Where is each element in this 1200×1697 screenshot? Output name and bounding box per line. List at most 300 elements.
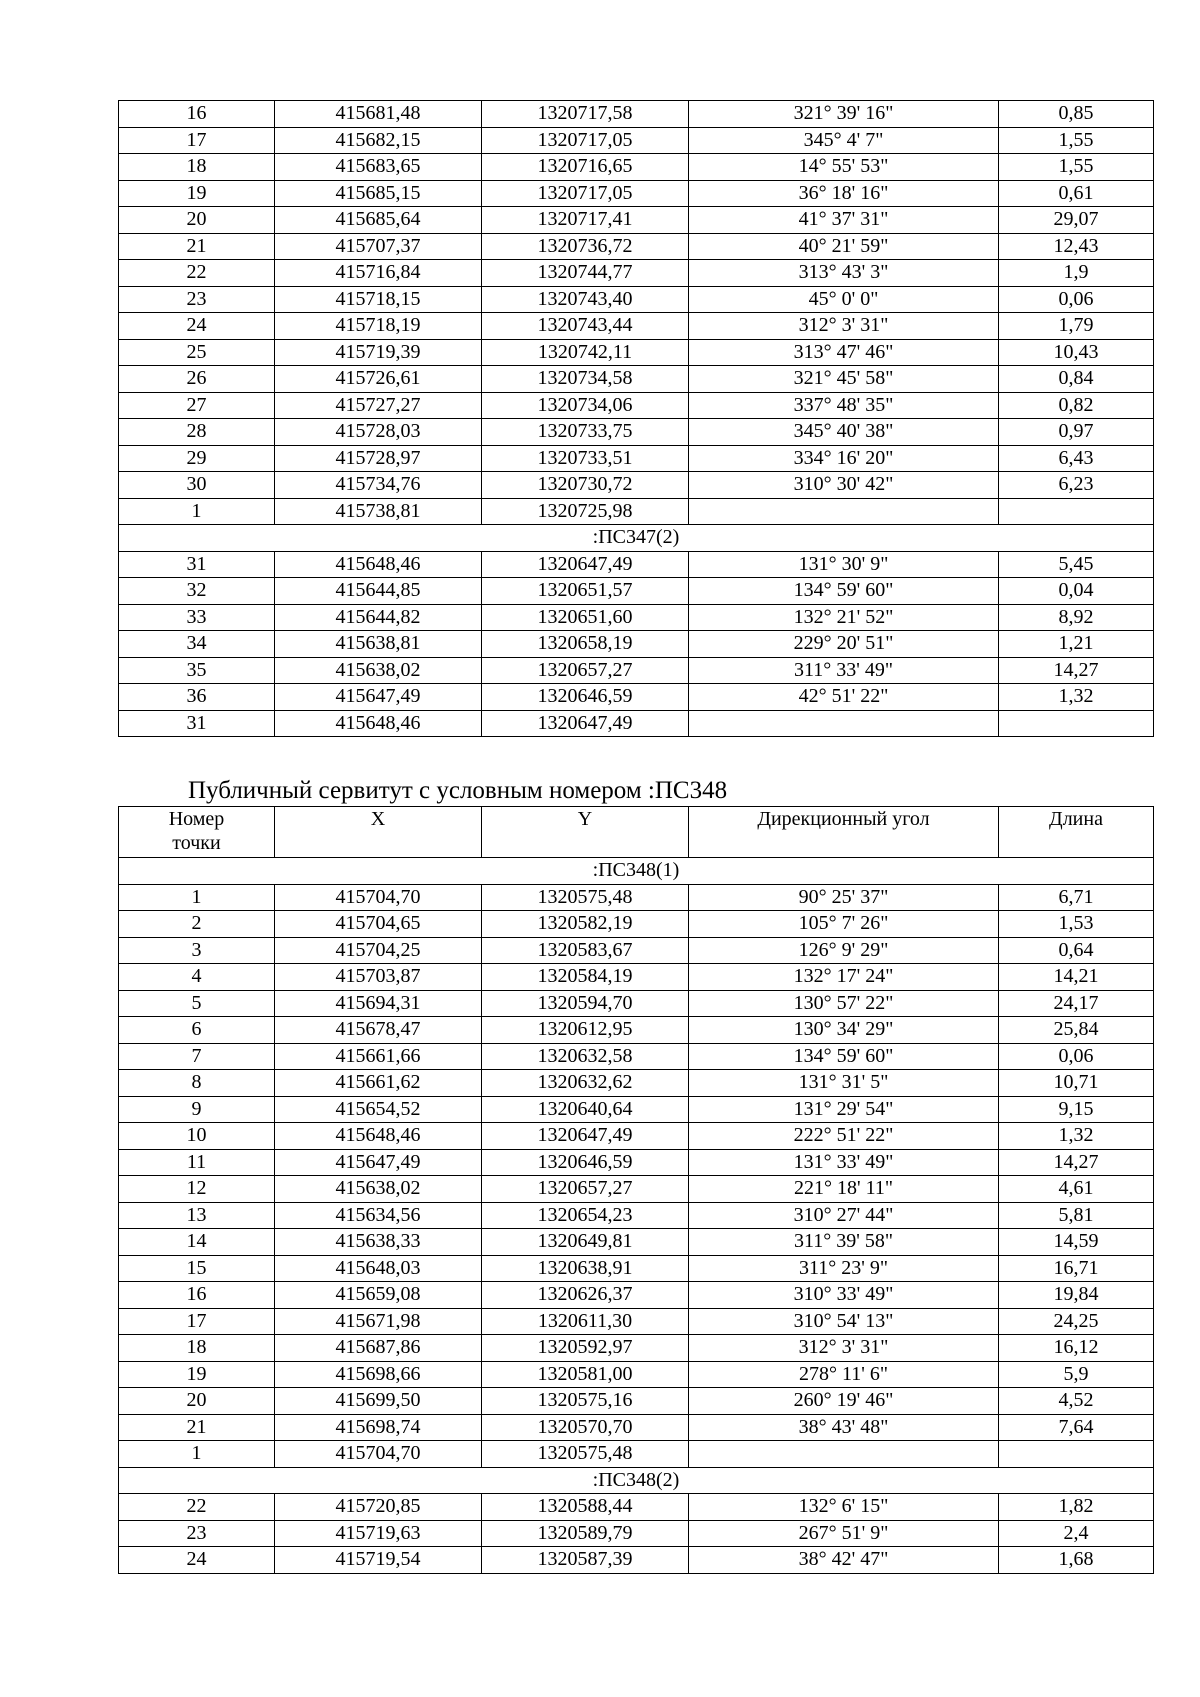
x-coordinate-cell: 415704,25 [275, 937, 482, 964]
header-x: X [275, 807, 482, 858]
table-row [119, 1096, 1154, 1123]
y-coordinate-cell: 1320570,70 [482, 1414, 689, 1441]
section-row-ps348-2 [119, 1467, 1154, 1494]
table-row [119, 551, 1154, 578]
length-cell: 0,97 [999, 419, 1154, 446]
x-coordinate-cell: 415719,63 [275, 1520, 482, 1547]
x-coordinate-cell: 415638,33 [275, 1229, 482, 1256]
point-number-cell: 29 [119, 445, 275, 472]
length-cell: 19,84 [999, 1282, 1154, 1309]
header-y: Y [482, 807, 689, 858]
y-coordinate-cell: 1320632,58 [482, 1043, 689, 1070]
y-coordinate-cell: 1320717,58 [482, 101, 689, 128]
direction-angle-cell: 132° 17' 24" [689, 964, 999, 991]
y-coordinate-cell: 1320575,48 [482, 884, 689, 911]
point-number-cell: 21 [119, 1414, 275, 1441]
length-cell: 1,82 [999, 1494, 1154, 1521]
y-coordinate-cell: 1320733,75 [482, 419, 689, 446]
y-coordinate-cell: 1320583,67 [482, 937, 689, 964]
direction-angle-cell: 105° 7' 26" [689, 911, 999, 938]
y-coordinate-cell: 1320657,27 [482, 1176, 689, 1203]
direction-angle-cell: 337° 48' 35" [689, 392, 999, 419]
direction-angle-cell: 267° 51' 9" [689, 1520, 999, 1547]
point-number-cell: 31 [119, 551, 275, 578]
point-number-cell: 19 [119, 180, 275, 207]
y-coordinate-cell: 1320640,64 [482, 1096, 689, 1123]
y-coordinate-cell: 1320594,70 [482, 990, 689, 1017]
y-coordinate-cell: 1320592,97 [482, 1335, 689, 1362]
table-row [119, 937, 1154, 964]
table-row [119, 604, 1154, 631]
length-cell: 6,23 [999, 472, 1154, 499]
direction-angle-cell: 345° 40' 38" [689, 419, 999, 446]
table-row [119, 1017, 1154, 1044]
point-number-cell: 3 [119, 937, 275, 964]
table-row [119, 1255, 1154, 1282]
y-coordinate-cell: 1320716,65 [482, 154, 689, 181]
coordinates-table-ps348 [118, 806, 1154, 1574]
y-coordinate-cell: 1320649,81 [482, 1229, 689, 1256]
table-row [119, 392, 1154, 419]
x-coordinate-cell: 415718,15 [275, 286, 482, 313]
length-cell: 5,81 [999, 1202, 1154, 1229]
table-row [119, 233, 1154, 260]
point-number-cell: 5 [119, 990, 275, 1017]
x-coordinate-cell: 415681,48 [275, 101, 482, 128]
direction-angle-cell: 14° 55' 53" [689, 154, 999, 181]
point-number-cell: 19 [119, 1361, 275, 1388]
table-row [119, 260, 1154, 287]
direction-angle-cell: 131° 29' 54" [689, 1096, 999, 1123]
point-number-cell: 31 [119, 710, 275, 737]
y-coordinate-cell: 1320733,51 [482, 445, 689, 472]
direction-angle-cell: 132° 6' 15" [689, 1494, 999, 1521]
point-number-cell: 21 [119, 233, 275, 260]
table-row [119, 286, 1154, 313]
table-row [119, 127, 1154, 154]
length-cell: 5,9 [999, 1361, 1154, 1388]
length-cell: 14,27 [999, 657, 1154, 684]
table-row [119, 631, 1154, 658]
length-cell: 1,79 [999, 313, 1154, 340]
table-row [119, 207, 1154, 234]
y-coordinate-cell: 1320584,19 [482, 964, 689, 991]
direction-angle-cell: 38° 43' 48" [689, 1414, 999, 1441]
x-coordinate-cell: 415704,65 [275, 911, 482, 938]
x-coordinate-cell: 415671,98 [275, 1308, 482, 1335]
coordinates-table-ps347 [118, 100, 1154, 737]
point-number-cell: 1 [119, 884, 275, 911]
table-row [119, 684, 1154, 711]
direction-angle-cell [689, 498, 999, 525]
header-direction-angle: Дирекционный угол [689, 807, 999, 858]
point-number-cell: 35 [119, 657, 275, 684]
y-coordinate-cell: 1320717,05 [482, 127, 689, 154]
direction-angle-cell: 311° 23' 9" [689, 1255, 999, 1282]
x-coordinate-cell: 415648,46 [275, 1123, 482, 1150]
direction-angle-cell: 36° 18' 16" [689, 180, 999, 207]
y-coordinate-cell: 1320717,05 [482, 180, 689, 207]
section-title-ps348: Публичный сервитут с условным номером :ПС348 [188, 777, 728, 804]
length-cell: 4,61 [999, 1176, 1154, 1203]
x-coordinate-cell: 415682,15 [275, 127, 482, 154]
direction-angle-cell: 321° 45' 58" [689, 366, 999, 393]
section-label: :ПС348(2) [119, 1467, 1154, 1494]
point-number-cell: 22 [119, 260, 275, 287]
point-number-cell: 36 [119, 684, 275, 711]
point-number-cell: 24 [119, 313, 275, 340]
point-number-cell: 11 [119, 1149, 275, 1176]
point-number-cell: 27 [119, 392, 275, 419]
length-cell: 0,64 [999, 937, 1154, 964]
x-coordinate-cell: 415678,47 [275, 1017, 482, 1044]
section-label: :ПС348(1) [119, 858, 1154, 885]
y-coordinate-cell: 1320638,91 [482, 1255, 689, 1282]
point-number-cell: 4 [119, 964, 275, 991]
table-row [119, 1043, 1154, 1070]
point-number-cell: 17 [119, 1308, 275, 1335]
y-coordinate-cell: 1320588,44 [482, 1494, 689, 1521]
x-coordinate-cell: 415720,85 [275, 1494, 482, 1521]
table-row [119, 1282, 1154, 1309]
x-coordinate-cell: 415698,74 [275, 1414, 482, 1441]
x-coordinate-cell: 415659,08 [275, 1282, 482, 1309]
point-number-cell: 33 [119, 604, 275, 631]
y-coordinate-cell: 1320611,30 [482, 1308, 689, 1335]
length-cell: 1,55 [999, 127, 1154, 154]
y-coordinate-cell: 1320587,39 [482, 1547, 689, 1574]
direction-angle-cell: 134° 59' 60" [689, 578, 999, 605]
point-number-cell: 16 [119, 101, 275, 128]
header-row [119, 807, 1154, 858]
x-coordinate-cell: 415687,86 [275, 1335, 482, 1362]
table-row [119, 1308, 1154, 1335]
x-coordinate-cell: 415644,85 [275, 578, 482, 605]
y-coordinate-cell: 1320743,40 [482, 286, 689, 313]
x-coordinate-cell: 415648,03 [275, 1255, 482, 1282]
point-number-cell: 25 [119, 339, 275, 366]
table-row [119, 964, 1154, 991]
y-coordinate-cell: 1320632,62 [482, 1070, 689, 1097]
direction-angle-cell: 313° 47' 46" [689, 339, 999, 366]
x-coordinate-cell: 415719,54 [275, 1547, 482, 1574]
length-cell: 10,43 [999, 339, 1154, 366]
x-coordinate-cell: 415648,46 [275, 710, 482, 737]
table-row [119, 911, 1154, 938]
direction-angle-cell: 126° 9' 29" [689, 937, 999, 964]
x-coordinate-cell: 415661,62 [275, 1070, 482, 1097]
point-number-cell: 8 [119, 1070, 275, 1097]
x-coordinate-cell: 415647,49 [275, 1149, 482, 1176]
point-number-cell: 2 [119, 911, 275, 938]
point-number-cell: 24 [119, 1547, 275, 1574]
direction-angle-cell: 310° 30' 42" [689, 472, 999, 499]
point-number-cell: 13 [119, 1202, 275, 1229]
point-number-cell: 1 [119, 1441, 275, 1468]
table-row [119, 657, 1154, 684]
x-coordinate-cell: 415738,81 [275, 498, 482, 525]
y-coordinate-cell: 1320717,41 [482, 207, 689, 234]
x-coordinate-cell: 415685,64 [275, 207, 482, 234]
point-number-cell: 16 [119, 1282, 275, 1309]
x-coordinate-cell: 415661,66 [275, 1043, 482, 1070]
y-coordinate-cell: 1320742,11 [482, 339, 689, 366]
table-row [119, 1388, 1154, 1415]
point-number-cell: 6 [119, 1017, 275, 1044]
point-number-cell: 23 [119, 286, 275, 313]
point-number-cell: 14 [119, 1229, 275, 1256]
y-coordinate-cell: 1320734,58 [482, 366, 689, 393]
length-cell: 14,27 [999, 1149, 1154, 1176]
y-coordinate-cell: 1320647,49 [482, 1123, 689, 1150]
x-coordinate-cell: 415638,02 [275, 1176, 482, 1203]
direction-angle-cell: 345° 4' 7" [689, 127, 999, 154]
table-row [119, 578, 1154, 605]
length-cell [999, 498, 1154, 525]
direction-angle-cell: 134° 59' 60" [689, 1043, 999, 1070]
x-coordinate-cell: 415685,15 [275, 180, 482, 207]
y-coordinate-cell: 1320589,79 [482, 1520, 689, 1547]
direction-angle-cell: 310° 33' 49" [689, 1282, 999, 1309]
y-coordinate-cell: 1320582,19 [482, 911, 689, 938]
direction-angle-cell: 311° 33' 49" [689, 657, 999, 684]
point-number-cell: 26 [119, 366, 275, 393]
x-coordinate-cell: 415716,84 [275, 260, 482, 287]
section-row-ps348-1 [119, 858, 1154, 885]
table-row [119, 419, 1154, 446]
length-cell: 9,15 [999, 1096, 1154, 1123]
length-cell: 24,17 [999, 990, 1154, 1017]
length-cell: 16,12 [999, 1335, 1154, 1362]
table-row [119, 154, 1154, 181]
table-row [119, 1414, 1154, 1441]
point-number-cell: 20 [119, 1388, 275, 1415]
length-cell: 25,84 [999, 1017, 1154, 1044]
x-coordinate-cell: 415698,66 [275, 1361, 482, 1388]
length-cell: 1,9 [999, 260, 1154, 287]
direction-angle-cell: 260° 19' 46" [689, 1388, 999, 1415]
table-row [119, 1229, 1154, 1256]
length-cell: 1,32 [999, 684, 1154, 711]
point-number-cell: 34 [119, 631, 275, 658]
table-row [119, 1070, 1154, 1097]
x-coordinate-cell: 415728,03 [275, 419, 482, 446]
length-cell: 16,71 [999, 1255, 1154, 1282]
length-cell: 1,53 [999, 911, 1154, 938]
y-coordinate-cell: 1320575,16 [482, 1388, 689, 1415]
table-row [119, 1335, 1154, 1362]
point-number-cell: 9 [119, 1096, 275, 1123]
x-coordinate-cell: 415694,31 [275, 990, 482, 1017]
y-coordinate-cell: 1320626,37 [482, 1282, 689, 1309]
length-cell: 0,04 [999, 578, 1154, 605]
x-coordinate-cell: 415699,50 [275, 1388, 482, 1415]
section-row-ps347-2 [119, 525, 1154, 552]
header-point-number [119, 807, 275, 858]
table-row [119, 339, 1154, 366]
y-coordinate-cell: 1320612,95 [482, 1017, 689, 1044]
table-row [119, 1547, 1154, 1574]
table-row [119, 180, 1154, 207]
x-coordinate-cell: 415654,52 [275, 1096, 482, 1123]
direction-angle-cell: 130° 57' 22" [689, 990, 999, 1017]
point-number-cell: 28 [119, 419, 275, 446]
table-row [119, 366, 1154, 393]
y-coordinate-cell: 1320647,49 [482, 551, 689, 578]
table-row [119, 1176, 1154, 1203]
y-coordinate-cell: 1320744,77 [482, 260, 689, 287]
length-cell: 1,55 [999, 154, 1154, 181]
y-coordinate-cell: 1320734,06 [482, 392, 689, 419]
y-coordinate-cell: 1320575,48 [482, 1441, 689, 1468]
point-number-cell: 17 [119, 127, 275, 154]
header-length: Длина [999, 807, 1154, 858]
x-coordinate-cell: 415647,49 [275, 684, 482, 711]
x-coordinate-cell: 415734,76 [275, 472, 482, 499]
length-cell: 0,82 [999, 392, 1154, 419]
point-number-cell: 23 [119, 1520, 275, 1547]
length-cell: 0,06 [999, 1043, 1154, 1070]
table-row [119, 1361, 1154, 1388]
x-coordinate-cell: 415634,56 [275, 1202, 482, 1229]
length-cell: 24,25 [999, 1308, 1154, 1335]
direction-angle-cell: 334° 16' 20" [689, 445, 999, 472]
table-row [119, 710, 1154, 737]
direction-angle-cell: 45° 0' 0" [689, 286, 999, 313]
point-number-cell: 22 [119, 1494, 275, 1521]
x-coordinate-cell: 415719,39 [275, 339, 482, 366]
direction-angle-cell: 321° 39' 16" [689, 101, 999, 128]
x-coordinate-cell: 415707,37 [275, 233, 482, 260]
direction-angle-cell: 41° 37' 31" [689, 207, 999, 234]
x-coordinate-cell: 415728,97 [275, 445, 482, 472]
point-number-cell: 12 [119, 1176, 275, 1203]
table-row [119, 1494, 1154, 1521]
length-cell: 1,21 [999, 631, 1154, 658]
y-coordinate-cell: 1320647,49 [482, 710, 689, 737]
direction-angle-cell: 42° 51' 22" [689, 684, 999, 711]
y-coordinate-cell: 1320657,27 [482, 657, 689, 684]
header-point-number-line2: точки [172, 832, 221, 854]
direction-angle-cell: 312° 3' 31" [689, 313, 999, 340]
section-label: :ПС347(2) [119, 525, 1154, 552]
table-row [119, 1520, 1154, 1547]
point-number-cell: 10 [119, 1123, 275, 1150]
y-coordinate-cell: 1320646,59 [482, 684, 689, 711]
point-number-cell: 1 [119, 498, 275, 525]
direction-angle-cell: 130° 34' 29" [689, 1017, 999, 1044]
length-cell: 4,52 [999, 1388, 1154, 1415]
length-cell: 1,32 [999, 1123, 1154, 1150]
y-coordinate-cell: 1320730,72 [482, 472, 689, 499]
y-coordinate-cell: 1320646,59 [482, 1149, 689, 1176]
length-cell: 14,59 [999, 1229, 1154, 1256]
direction-angle-cell: 131° 30' 9" [689, 551, 999, 578]
table-row [119, 990, 1154, 1017]
length-cell: 12,43 [999, 233, 1154, 260]
table-row [119, 101, 1154, 128]
length-cell: 6,43 [999, 445, 1154, 472]
x-coordinate-cell: 415644,82 [275, 604, 482, 631]
x-coordinate-cell: 415727,27 [275, 392, 482, 419]
length-cell: 2,4 [999, 1520, 1154, 1547]
length-cell: 7,64 [999, 1414, 1154, 1441]
direction-angle-cell: 90° 25' 37" [689, 884, 999, 911]
direction-angle-cell: 310° 54' 13" [689, 1308, 999, 1335]
length-cell [999, 710, 1154, 737]
direction-angle-cell: 131° 31' 5" [689, 1070, 999, 1097]
direction-angle-cell: 222° 51' 22" [689, 1123, 999, 1150]
direction-angle-cell: 311° 39' 58" [689, 1229, 999, 1256]
length-cell: 1,68 [999, 1547, 1154, 1574]
x-coordinate-cell: 415718,19 [275, 313, 482, 340]
direction-angle-cell: 40° 21' 59" [689, 233, 999, 260]
y-coordinate-cell: 1320743,44 [482, 313, 689, 340]
direction-angle-cell: 131° 33' 49" [689, 1149, 999, 1176]
direction-angle-cell: 229° 20' 51" [689, 631, 999, 658]
y-coordinate-cell: 1320651,57 [482, 578, 689, 605]
direction-angle-cell: 313° 43' 3" [689, 260, 999, 287]
direction-angle-cell [689, 1441, 999, 1468]
length-cell: 8,92 [999, 604, 1154, 631]
length-cell [999, 1441, 1154, 1468]
table-row [119, 313, 1154, 340]
header-point-number-line1: Номер [168, 808, 225, 830]
point-number-cell: 32 [119, 578, 275, 605]
direction-angle-cell: 312° 3' 31" [689, 1335, 999, 1362]
y-coordinate-cell: 1320651,60 [482, 604, 689, 631]
x-coordinate-cell: 415638,02 [275, 657, 482, 684]
point-number-cell: 15 [119, 1255, 275, 1282]
y-coordinate-cell: 1320658,19 [482, 631, 689, 658]
y-coordinate-cell: 1320581,00 [482, 1361, 689, 1388]
y-coordinate-cell: 1320654,23 [482, 1202, 689, 1229]
table-row [119, 884, 1154, 911]
length-cell: 14,21 [999, 964, 1154, 991]
x-coordinate-cell: 415683,65 [275, 154, 482, 181]
y-coordinate-cell: 1320736,72 [482, 233, 689, 260]
direction-angle-cell: 278° 11' 6" [689, 1361, 999, 1388]
point-number-cell: 30 [119, 472, 275, 499]
table-row [119, 445, 1154, 472]
y-coordinate-cell: 1320725,98 [482, 498, 689, 525]
x-coordinate-cell: 415703,87 [275, 964, 482, 991]
length-cell: 5,45 [999, 551, 1154, 578]
direction-angle-cell: 310° 27' 44" [689, 1202, 999, 1229]
length-cell: 10,71 [999, 1070, 1154, 1097]
length-cell: 0,61 [999, 180, 1154, 207]
length-cell: 29,07 [999, 207, 1154, 234]
length-cell: 0,85 [999, 101, 1154, 128]
x-coordinate-cell: 415704,70 [275, 1441, 482, 1468]
x-coordinate-cell: 415726,61 [275, 366, 482, 393]
direction-angle-cell: 221° 18' 11" [689, 1176, 999, 1203]
point-number-cell: 7 [119, 1043, 275, 1070]
x-coordinate-cell: 415648,46 [275, 551, 482, 578]
point-number-cell: 18 [119, 154, 275, 181]
length-cell: 0,84 [999, 366, 1154, 393]
table-row [119, 1202, 1154, 1229]
length-cell: 0,06 [999, 286, 1154, 313]
table-row [119, 498, 1154, 525]
table-row [119, 1149, 1154, 1176]
table-row [119, 472, 1154, 499]
direction-angle-cell: 38° 42' 47" [689, 1547, 999, 1574]
point-number-cell: 18 [119, 1335, 275, 1362]
table-row [119, 1123, 1154, 1150]
direction-angle-cell [689, 710, 999, 737]
x-coordinate-cell: 415704,70 [275, 884, 482, 911]
